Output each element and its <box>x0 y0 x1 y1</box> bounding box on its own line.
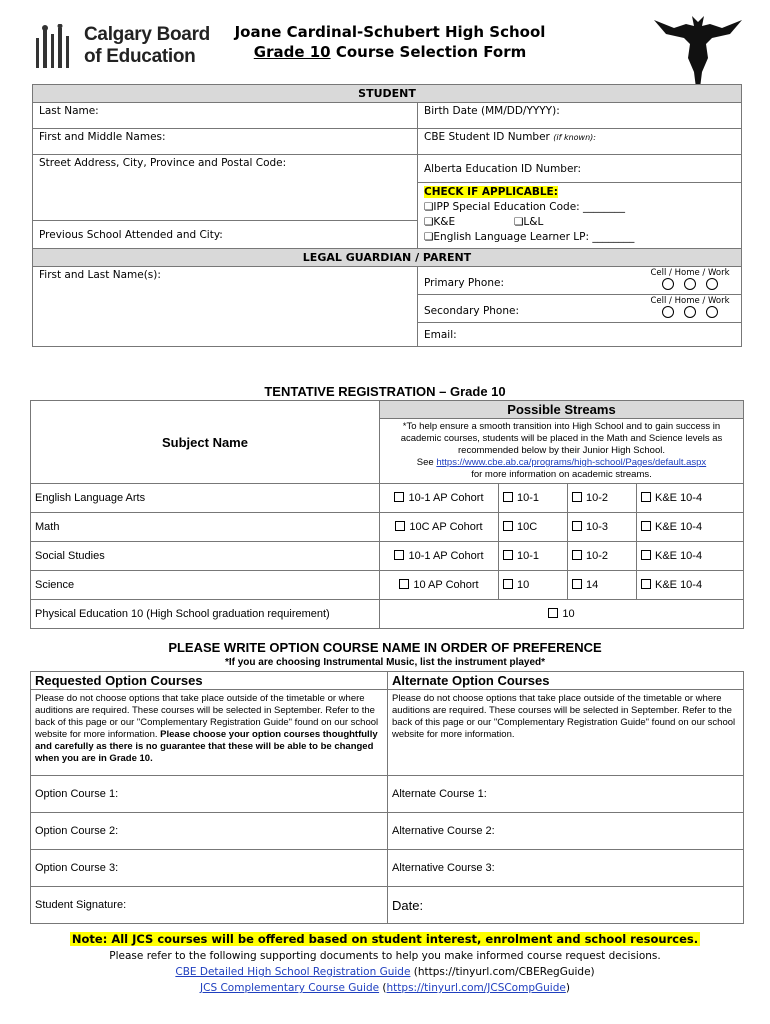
option-checkbox[interactable]: K&E 10-4 <box>637 513 744 542</box>
streams-header: Possible Streams <box>380 401 744 419</box>
cbe-logo-text: Calgary Board of Education <box>84 24 210 67</box>
primary-phone-field[interactable]: Primary Phone: Cell / Home / Work <box>418 267 742 295</box>
jcs-guide-link[interactable]: JCS Complementary Course Guide <box>200 982 380 994</box>
option-checkbox[interactable]: 10-3 <box>568 513 637 542</box>
page-title: Joane Cardinal-Schubert High School Grade 10 Course Selection Form <box>234 23 546 61</box>
streams-note: *To help ensure a smooth transition into High School and to gain success in academic courses, students will be placed in the Math and Science levels as recommended below by their Junior High School. See https://www.cbe.ab.ca/programs/high-school/Pages/default.aspx for more information on academic streams. <box>380 419 744 484</box>
secondary-phone-type: Cell / Home / Work <box>645 296 735 321</box>
footer-note-wrap <box>0 930 770 948</box>
table-row <box>31 600 744 629</box>
student-heading: STUDENT <box>33 85 742 103</box>
option-checkbox[interactable]: 10C <box>499 513 568 542</box>
ell-checkbox[interactable]: ❏English Language Learner LP: ________ <box>424 231 635 243</box>
alberta-id-field[interactable]: Alberta Education ID Number: <box>418 155 742 183</box>
cbe-id-field[interactable]: CBE Student ID Number (if known): <box>418 129 742 155</box>
requested-header: Requested Option Courses <box>31 672 388 690</box>
secondary-phone-field[interactable]: Secondary Phone: Cell / Home / Work <box>418 295 742 323</box>
option-courses-table <box>30 671 744 924</box>
subject-cell: Science <box>31 571 380 600</box>
address-field[interactable]: Street Address, City, Province and Postal Code: <box>33 155 418 221</box>
refer-text: Please refer to the following supporting documents to help you make informed course request decisions. <box>109 950 661 962</box>
subject-header: Subject Name <box>31 401 380 484</box>
birth-date-field[interactable]: Birth Date (MM/DD/YYYY): <box>418 103 742 129</box>
student-info-table <box>32 84 742 347</box>
alternate-course-1-field[interactable]: Alternate Course 1: <box>388 776 744 813</box>
option-checkbox[interactable]: 10-1 <box>499 484 568 513</box>
check-if-applicable: CHECK IF APPLICABLE: ❏IPP Special Education Code: ________ ❏K&E ❏L&L ❏English Language Learner LP: ________ <box>418 183 742 249</box>
option-checkbox[interactable]: 10 <box>380 600 744 629</box>
footer-links: Please refer to the following supporting documents to help you make informed course request decisions. CBE Detailed High School Registration Guide (https://tinyurl.com/CBERegGuide) JCS Complementary Course Guide (https://tinyurl.com/JCSCompGuide) <box>0 948 770 996</box>
option-checkbox[interactable]: 10 <box>499 571 568 600</box>
work-radio[interactable] <box>706 306 718 318</box>
option-checkbox[interactable]: 14 <box>568 571 637 600</box>
cbe-programs-link[interactable]: https://www.cbe.ab.ca/programs/high-school/Pages/default.aspx <box>436 457 707 468</box>
option-checkbox[interactable]: 10-1 AP Cohort <box>380 484 499 513</box>
alternate-course-2-field[interactable]: Alternative Course 2: <box>388 813 744 850</box>
date-field[interactable]: Date: <box>388 887 744 924</box>
ipp-checkbox[interactable]: ❏IPP Special Education Code: ________ <box>424 201 626 213</box>
first-middle-names-field[interactable]: First and Middle Names: <box>33 129 418 155</box>
home-radio[interactable] <box>684 306 696 318</box>
options-title: PLEASE WRITE OPTION COURSE NAME IN ORDER OF PREFERENCE <box>168 640 602 655</box>
student-signature-field[interactable]: Student Signature: <box>31 887 388 924</box>
cbe-guide-url: (https://tinyurl.com/CBERegGuide) <box>410 966 595 978</box>
option-course-3-field[interactable]: Option Course 3: <box>31 850 388 887</box>
option-checkbox[interactable]: 10-1 AP Cohort <box>380 542 499 571</box>
work-radio[interactable] <box>706 278 718 290</box>
last-name-field[interactable]: Last Name: <box>33 103 418 129</box>
cbe-guide-link[interactable]: CBE Detailed High School Registration Guide <box>175 966 411 978</box>
ll-checkbox[interactable]: ❏L&L <box>514 216 544 228</box>
registration-table <box>30 400 744 629</box>
subject-cell: English Language Arts <box>31 484 380 513</box>
raven-logo-icon <box>652 14 744 90</box>
options-subtitle: *If you are choosing Instrumental Music, list the instrument played* <box>224 657 546 668</box>
subject-cell: Social Studies <box>31 542 380 571</box>
table-row <box>31 571 744 600</box>
primary-phone-type: Cell / Home / Work <box>645 268 735 293</box>
jcs-guide-url[interactable]: https://tinyurl.com/JCSCompGuide <box>386 982 566 994</box>
table-row <box>31 513 744 542</box>
table-row <box>31 542 744 571</box>
option-checkbox[interactable]: 10C AP Cohort <box>380 513 499 542</box>
option-course-2-field[interactable]: Option Course 2: <box>31 813 388 850</box>
cell-radio[interactable] <box>662 306 674 318</box>
previous-school-field[interactable]: Previous School Attended and City: <box>33 221 418 249</box>
email-field[interactable]: Email: <box>418 323 742 347</box>
option-checkbox[interactable]: 10 AP Cohort <box>380 571 499 600</box>
option-course-1-field[interactable]: Option Course 1: <box>31 776 388 813</box>
requested-note: Please do not choose options that take place outside of the timetable or where auditions are required. These courses will be selected in September. Refer to the back of this page or our "Complementary Registration Guide" found on our school website for more information. Please choose your option courses thoughtfully and carefully as there is no guarantee that these will be able to be changed when you are in Grade 10. <box>31 690 388 776</box>
ke-checkbox[interactable]: ❏K&E <box>424 216 456 228</box>
registration-title: TENTATIVE REGISTRATION – Grade 10 <box>264 384 506 399</box>
subject-cell: Physical Education 10 (High School graduation requirement) <box>31 600 380 629</box>
cell-radio[interactable] <box>662 278 674 290</box>
option-checkbox[interactable]: 10-2 <box>568 542 637 571</box>
option-checkbox[interactable]: K&E 10-4 <box>637 571 744 600</box>
guardian-names-field[interactable]: First and Last Name(s): <box>33 267 418 347</box>
option-checkbox[interactable]: K&E 10-4 <box>637 484 744 513</box>
alternate-header: Alternate Option Courses <box>388 672 744 690</box>
home-radio[interactable] <box>684 278 696 290</box>
footer-note: Note: All JCS courses will be offered based on student interest, enrolment and school resources. <box>71 932 699 946</box>
option-checkbox[interactable]: K&E 10-4 <box>637 542 744 571</box>
table-row <box>31 484 744 513</box>
cbe-logo-icon <box>34 24 78 72</box>
option-checkbox[interactable]: 10-2 <box>568 484 637 513</box>
alternate-note: Please do not choose options that take place outside of the timetable or where auditions are required. These courses will be selected in September. Refer to the back of this page or our "Complementary Registration Guide" found on our school website for more information. <box>388 690 744 776</box>
subject-cell: Math <box>31 513 380 542</box>
option-checkbox[interactable]: 10-1 <box>499 542 568 571</box>
guardian-heading: LEGAL GUARDIAN / PARENT <box>33 249 742 267</box>
alternate-course-3-field[interactable]: Alternative Course 3: <box>388 850 744 887</box>
